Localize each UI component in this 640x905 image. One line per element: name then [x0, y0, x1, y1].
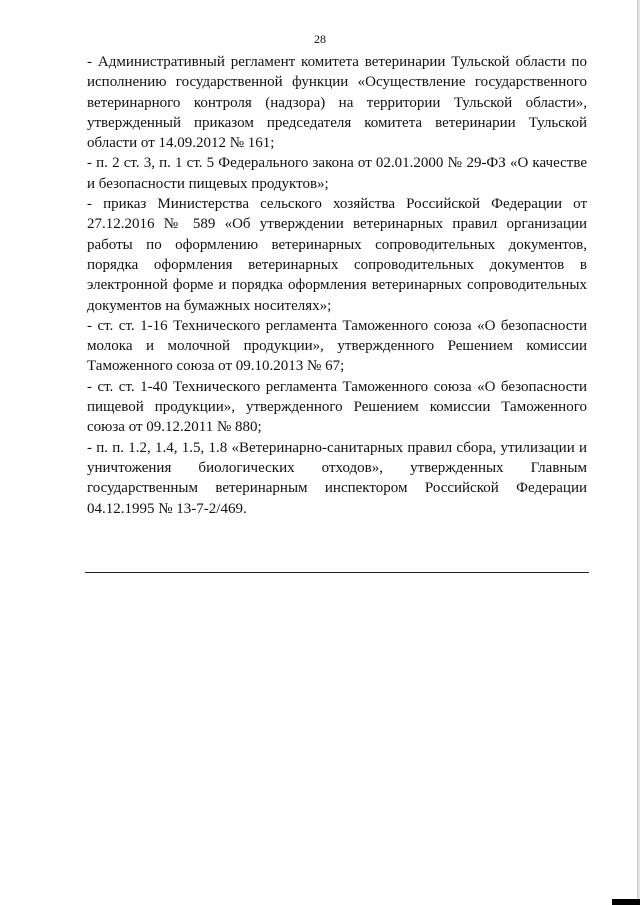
footnote-divider [85, 572, 589, 573]
list-item: - п. п. 1.2, 1.4, 1.5, 1.8 «Ветеринарно-санитарных правил сбора, утилизации и уничтожения биологических отходов», утвержденных Главным государственным ветеринарным инспектором Российской Федерации 04.12.1995 № 13-7-2/469. [87, 439, 587, 517]
page-number: 28 [314, 32, 326, 46]
document-body [87, 52, 587, 519]
list-item: - приказ Министерства сельского хозяйства Российской Федерации от 27.12.2016 № 589 «Об утверждении ветеринарных правил организации работы по оформлению ветеринарных сопроводительных документов, порядка оформления ветеринарных сопроводительных документов в электронной форме и порядка оформления ветеринарных сопроводительных документов на бумажных носителях»; [87, 196, 587, 314]
list-item: - п. 2 ст. 3, п. 1 ст. 5 Федерального закона от 02.01.2000 № 29-ФЗ «О качестве и безопасности пищевых продуктов»; [87, 155, 587, 192]
list-item: - Административный регламент комитета ветеринарии Тульской области по исполнению государственной функции «Осуществление государственного ветеринарного контроля (надзора) на территории Тульской области», утвержденный приказом председателя комитета ветеринарии Тульской области от 14.09.2012 № 161; [87, 54, 587, 152]
list-item: - ст. ст. 1-40 Технического регламента Таможенного союза «О безопасности пищевой продукции», утвержденного Решением комиссии Таможенного союза от 09.12.2011 № 880; [87, 378, 587, 436]
list-item: - ст. ст. 1-16 Технического регламента Таможенного союза «О безопасности молока и молочной продукции», утвержденного Решением комиссии Таможенного союза от 09.10.2013 № 67; [87, 317, 587, 375]
scan-corner-mark [612, 899, 640, 905]
